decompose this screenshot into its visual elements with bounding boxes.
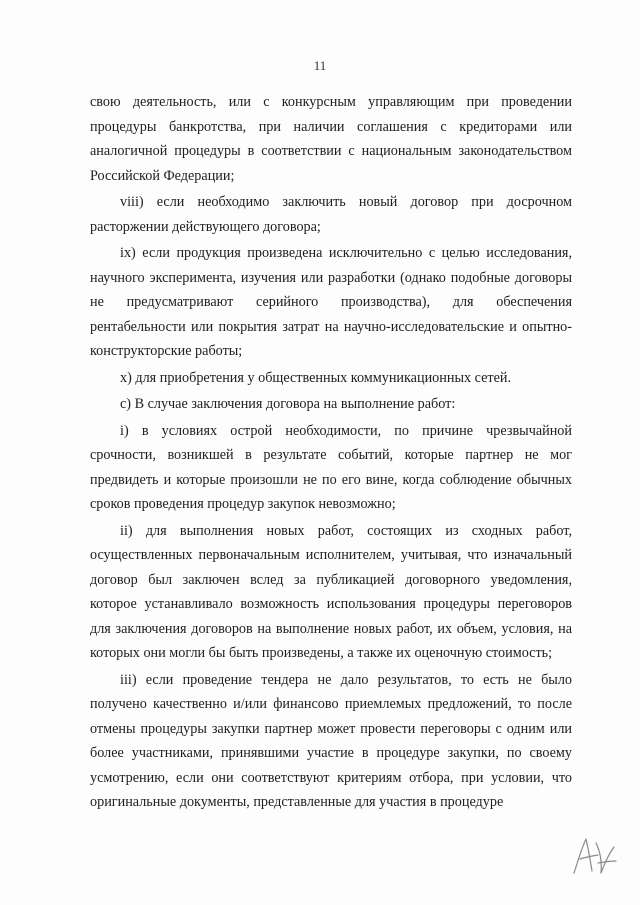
paragraph-c: c) В случае заключения договора на выполнение работ: [120, 396, 456, 412]
paragraph-viii: viii) если необходимо заключить новый договор при досрочном расторжении действующего договора; [90, 194, 572, 235]
paragraph-ix: ix) если продукция произведена исключительно с целью исследования, научного эксперимента, изучения или разработки (однако подобные договоры не предусматривают серийного производства), для обеспечения рентабельности или покрытия затрат на научно-исследовательские и опытно-конструкторские работы; [90, 245, 572, 359]
paragraph-continuation: свою деятельность, или с конкурсным управляющим при проведении процедуры банкротства, при наличии соглашения с кредиторами или аналогичной процедуры в соответствии с национальным законодательством Российской Федерации; [90, 94, 572, 184]
paragraph-iii: iii) если проведение тендера не дало результатов, то есть не было получено качественно и/или финансово приемлемых предложений, то после отмены процедуры закупки партнер может провести переговоры с одним или более участниками, принявшими участие в процедуре закупки, по своему усмотрению, если они соответствуют критериям отбора, при условии, что оригинальные документы, представленные для участия в процедуре [90, 671, 572, 810]
signature-initials [568, 833, 620, 879]
paragraph-ii: ii) для выполнения новых работ, состоящих из сходных работ, осуществленных первоначальным исполнителем, учитывая, что изначальный договор был заключен вслед за публикацией договорного уведомления, которое устанавливало возможность использования процедуры переговоров для заключения договоров на выполнение новых работ, их объем, условия, на которых они могли бы быть произведены, а также их оценочную стоимость; [90, 522, 572, 661]
page-number: 11 [313, 58, 327, 73]
paragraph-i: i) в условиях острой необходимости, по причине чрезвычайной срочности, возникшей в результате событий, которые партнер не мог предвидеть и которые произошли не по его вине, когда соблюдение обычных сроков проведения процедур закупок невозможно; [90, 422, 572, 512]
paragraph-x: x) для приобретения у общественных коммуникационных сетей. [120, 369, 512, 386]
document-body [90, 90, 572, 815]
